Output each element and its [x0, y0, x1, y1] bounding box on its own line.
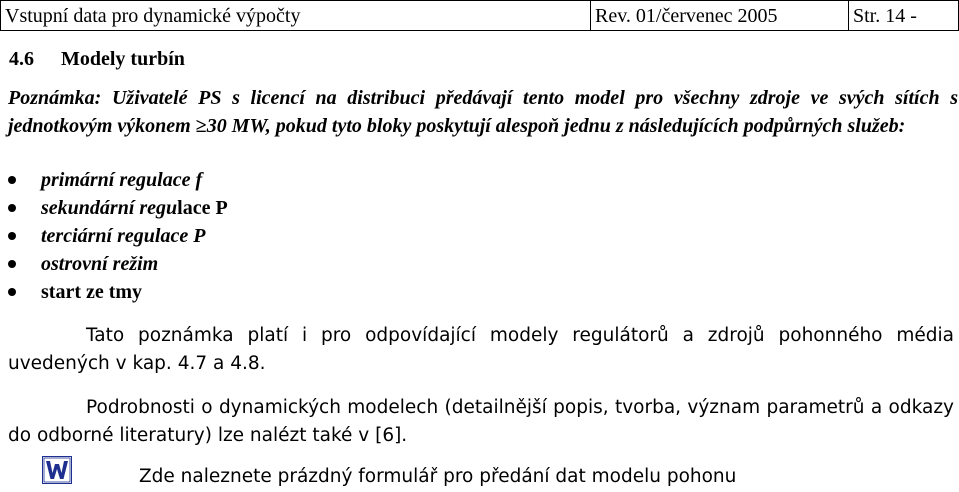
- bullet-icon: [8, 204, 16, 212]
- list-item-plain: start ze tmy: [41, 281, 143, 303]
- list-item: [8, 194, 228, 222]
- list-item-italic: sekundární regu: [41, 197, 178, 219]
- note-paragraph: [8, 84, 958, 140]
- section-heading: [9, 48, 185, 71]
- bullet-icon: [8, 232, 16, 240]
- paragraph-details-text: Podrobnosti o dynamických modelech (detailnější popis, tvorba, význam parametrů a odkazy do odborné literatury) lze nalézt také v [6].: [8, 397, 954, 446]
- bullet-icon: [8, 260, 16, 268]
- list-item-italic: ostrovní režim: [41, 253, 159, 275]
- paragraph-note-scope-text: Tato poznámka platí i pro odpovídající modely regulátorů a zdrojů pohonného média uvedených v kap. 4.7 a 4.8.: [8, 325, 954, 374]
- bullet-icon: [8, 176, 16, 184]
- list-item: [8, 222, 228, 250]
- list-item-italic: terciární regulace P: [41, 225, 206, 247]
- greater-equal-symbol: ≥: [195, 115, 207, 137]
- paragraph-note-scope: [8, 322, 954, 378]
- page-header: [0, 0, 959, 31]
- bullet-icon: [8, 288, 16, 296]
- list-item: [8, 278, 228, 306]
- page-number: Str. 14 -: [849, 1, 959, 31]
- section-title: Modely turbín: [61, 48, 185, 70]
- revision-label: Rev. 01/červenec 2005: [591, 1, 849, 31]
- section-number: 4.6: [9, 48, 34, 70]
- form-link[interactable]: Zde naleznete prázdný formulář pro předání dat modelu pohonu: [139, 466, 737, 487]
- list-item: [8, 250, 228, 278]
- list-item-plain: lace P: [177, 197, 228, 219]
- services-list: [8, 166, 228, 306]
- paragraph-details: [8, 394, 954, 450]
- document-title: Vstupní data pro dynamické výpočty: [1, 1, 591, 31]
- word-document-icon[interactable]: [42, 456, 72, 484]
- note-text-start: Poznámka: Uživatelé PS s licencí na distribuci předávají tento model pro všechny zdroje ve svých sítích s jednotkovým výkonem: [8, 87, 958, 137]
- note-text-end: 30 MW, pokud tyto bloky poskytují alespoň jednu z následujících podpůrných služeb:: [206, 115, 906, 137]
- list-item-italic: primární regulace f: [41, 169, 203, 191]
- list-item: [8, 166, 228, 194]
